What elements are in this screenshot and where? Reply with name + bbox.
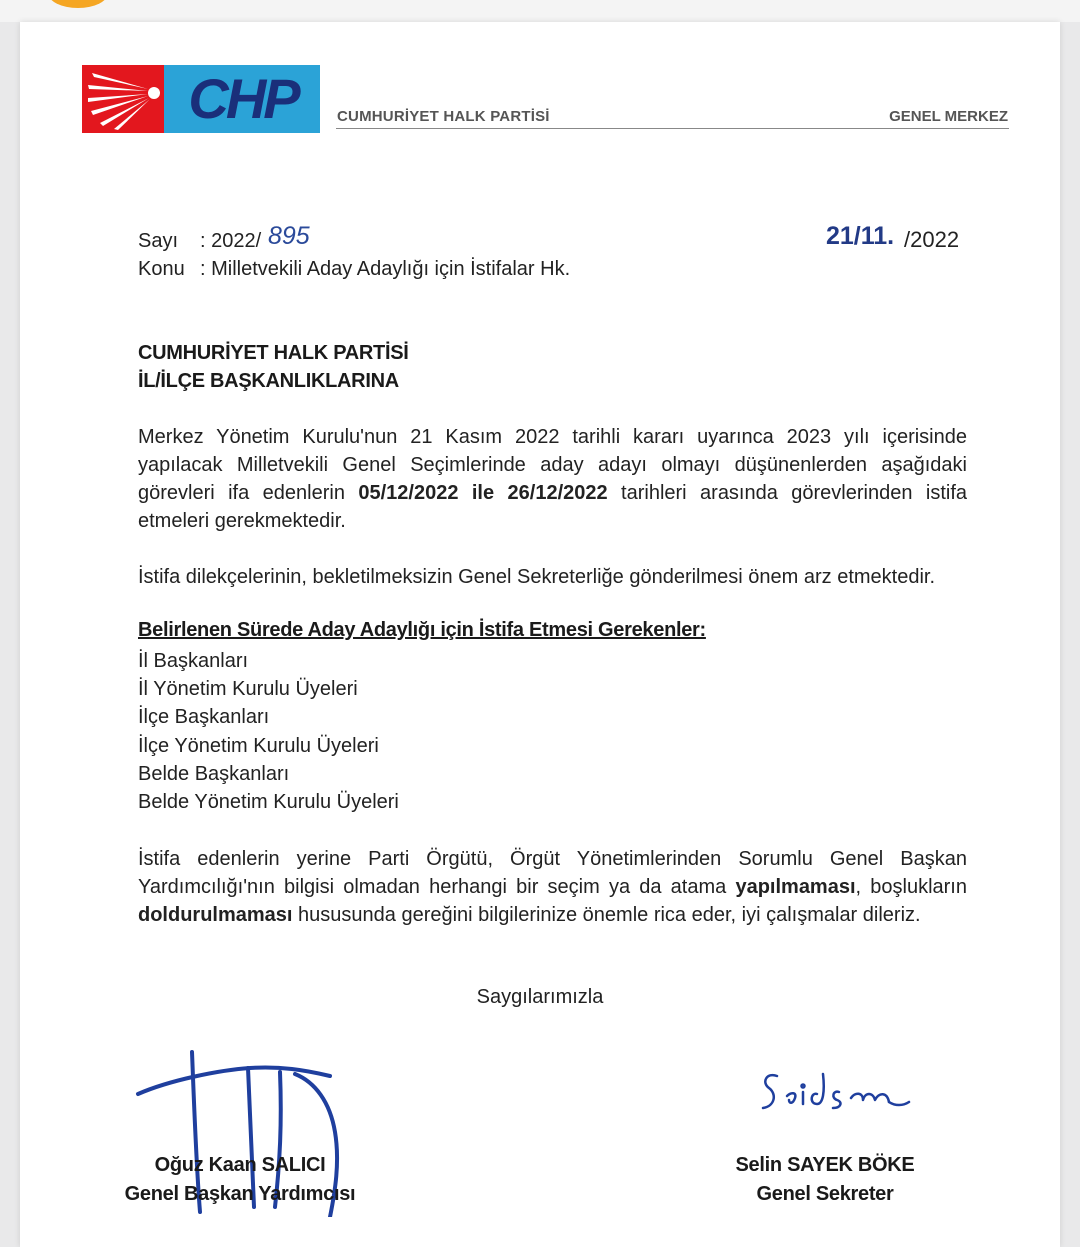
- chp-logo-text: CHP: [188, 67, 298, 130]
- konu-value: : Milletvekili Aday Adaylığı için İstifalar Hk.: [200, 258, 571, 280]
- resign-list: [138, 647, 399, 816]
- list-title: Belirlenen Sürede Aday Adaylığı için İstifa Etmesi Gerekenler:: [138, 619, 706, 641]
- list-item: İl Yönetim Kurulu Üyeleri: [138, 678, 358, 701]
- signatory-1-name: Oğuz Kaan SALICI: [154, 1154, 326, 1176]
- paragraph-3-text-b: , boşlukların: [855, 876, 967, 898]
- list-item: Belde Yönetim Kurulu Üyeleri: [138, 791, 399, 814]
- konu-label: Konu: [138, 258, 185, 280]
- status-bar: [0, 0, 1080, 22]
- signatory-2-title: Genel Sekreter: [756, 1183, 894, 1205]
- addressee-line-1: CUMHURİYET HALK PARTİSİ: [138, 342, 409, 364]
- list-item: İl Başkanları: [138, 650, 249, 672]
- paragraph-3: [138, 845, 967, 929]
- header-divider: [336, 128, 1009, 129]
- letter-page: [20, 22, 1060, 1247]
- date-year: /2022: [904, 227, 960, 252]
- sayi-label: Sayı: [138, 230, 179, 252]
- paragraph-3-text-c: hususunda gereğini bilgilerinize önemle rica eder, iyi çalışmalar dileriz.: [292, 904, 921, 926]
- paragraph-1: [138, 423, 967, 535]
- party-name: CUMHURİYET HALK PARTİSİ: [337, 108, 550, 125]
- office-name: GENEL MERKEZ: [889, 108, 1008, 125]
- list-item: Belde Başkanları: [138, 762, 290, 785]
- sayi-value: : 2022/: [200, 230, 262, 252]
- signatory-1-title: Genel Başkan Yardımcısı: [124, 1183, 356, 1205]
- sayi-handwritten: 895: [268, 222, 310, 250]
- paragraph-3-text-a: İstifa edenlerin yerine Parti Örgütü, Örgüt Yönetimlerinden Sorumlu Genel Başkan Yardımcılığı'nın bilgisi olmadan herhangi bir seçim ya da atama: [138, 848, 967, 898]
- chp-logo-emblem: [82, 65, 164, 133]
- paragraph-3-bold-2: doldurulmaması: [138, 904, 293, 926]
- regards: Saygılarımızla: [476, 986, 604, 1008]
- signature-2-icon: [755, 1062, 915, 1122]
- paragraph-3-bold-1: yapılmaması: [735, 876, 856, 898]
- list-item: İlçe Yönetim Kurulu Üyeleri: [138, 734, 379, 757]
- date-range: 05/12/2022 ile 26/12/2022: [358, 482, 608, 504]
- list-item: İlçe Başkanları: [138, 706, 270, 729]
- signatory-2-name: Selin SAYEK BÖKE: [735, 1154, 915, 1176]
- addressee-line-2: İL/İLÇE BAŞKANLIKLARINA: [138, 370, 399, 392]
- paragraph-1-text-b: tarihleri arasında görevlerinden istifa etmeleri gerekmektedir.: [138, 482, 968, 532]
- paragraph-2: İstifa dilekçelerinin, bekletilmeksizin Genel Sekreterliğe gönderilmesi önem arz etmektedir.: [138, 566, 936, 588]
- date-handwritten: 21/11.: [826, 222, 895, 250]
- paragraph-1-text-a: Merkez Yönetim Kurulu'nun 21 Kasım 2022 tarihli kararı uyarınca 2023 yılı içerisinde yapılacak Milletvekili Genel Seçimlerinde aday adayı olmayı düşünenlerden aşağıdaki görevleri ifa edenlerin: [138, 426, 967, 504]
- app-icon: [48, 0, 108, 8]
